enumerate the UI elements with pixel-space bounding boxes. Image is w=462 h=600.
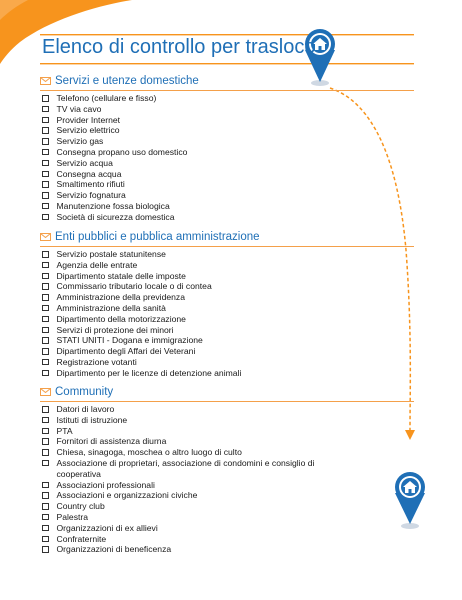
checklist-item-label: Dipartimento statale delle imposte — [56, 270, 186, 281]
checkbox[interactable] — [42, 214, 49, 221]
checklist-item[interactable] — [42, 292, 332, 303]
checkbox[interactable] — [42, 192, 49, 199]
route-arrowhead — [405, 430, 415, 440]
checklist-item[interactable] — [42, 447, 332, 458]
title-rule-bottom — [40, 63, 414, 64]
checklist-item-label: Consegna acqua — [56, 168, 122, 179]
checklist-item-label: Datori di lavoro — [56, 404, 115, 414]
checkbox[interactable] — [42, 203, 49, 210]
checklist-item-label: Amministrazione della previdenza — [56, 292, 185, 303]
checklist-item-label: STATI UNITI - Dogana e immigrazione — [56, 335, 203, 346]
checkbox[interactable] — [42, 370, 49, 377]
section-heading-public-agencies — [40, 231, 260, 243]
checkbox[interactable] — [42, 127, 49, 134]
checkbox[interactable] — [42, 359, 49, 366]
checklist-item-label: Organizzazioni di ex allievi — [56, 522, 158, 533]
checklist-item[interactable] — [42, 415, 332, 426]
checkbox[interactable] — [42, 294, 49, 301]
checklist-item-label: Smaltimento rifiuti — [56, 179, 125, 190]
checklist-item[interactable] — [42, 501, 332, 512]
checklist-item[interactable] — [42, 104, 332, 115]
checklist-item-label: Agenzia delle entrate — [56, 259, 138, 270]
dashed-route — [330, 88, 410, 430]
checklist-item-label: Associazione di proprietari, associazione di condomini e consiglio di cooperativa — [56, 457, 315, 479]
checklist-item[interactable] — [42, 125, 332, 136]
checklist-item[interactable] — [42, 426, 332, 437]
checkbox[interactable] — [42, 181, 49, 188]
checkbox[interactable] — [42, 283, 49, 290]
checklist-item[interactable] — [42, 436, 332, 447]
checkbox[interactable] — [42, 251, 49, 258]
checkbox[interactable] — [42, 95, 49, 102]
checkbox[interactable] — [42, 428, 49, 435]
checklist-item[interactable] — [42, 325, 332, 336]
checklist-item-label: Dipartimento degli Affari dei Veterani — [56, 346, 196, 357]
checklist-item-label: Servizio acqua — [56, 157, 113, 168]
checklist-item[interactable] — [42, 212, 332, 223]
home-pin-icon-bottom — [395, 472, 425, 529]
checklist-item[interactable] — [42, 335, 332, 346]
checkbox[interactable] — [42, 273, 49, 280]
checklist-item-label: Società di sicurezza domestica — [56, 211, 175, 222]
checkbox[interactable] — [42, 482, 49, 489]
checklist-item-label: Servizio gas — [56, 136, 104, 147]
section-rule — [40, 246, 414, 247]
checklist-item-label: Organizzazioni di beneficenza — [56, 544, 172, 555]
checklist-item-label: Servizi di protezione dei minori — [56, 324, 174, 335]
checkbox[interactable] — [42, 460, 49, 467]
checklist-item[interactable] — [42, 346, 332, 357]
checklist-item[interactable] — [42, 404, 332, 415]
checkbox[interactable] — [42, 417, 49, 424]
section-heading-utilities — [40, 75, 199, 87]
checklist-item[interactable] — [42, 314, 332, 325]
checkbox[interactable] — [42, 106, 49, 113]
checklist-item-label: Servizio postale statunitense — [56, 249, 166, 259]
checklist-item-label: PTA — [56, 425, 73, 436]
checkbox[interactable] — [42, 138, 49, 145]
section-rule — [40, 401, 414, 402]
envelope-icon — [40, 388, 51, 396]
checklist-item[interactable] — [42, 260, 332, 271]
checklist-item[interactable] — [42, 249, 332, 260]
checkbox[interactable] — [42, 546, 49, 553]
checkbox[interactable] — [42, 514, 49, 521]
checklist-item-label: Registrazione votanti — [56, 356, 137, 367]
checkbox[interactable] — [42, 492, 49, 499]
checklist-item-label: Istituti di istruzione — [56, 414, 128, 425]
checklist-utilities — [42, 93, 332, 223]
checklist-item[interactable] — [42, 458, 332, 480]
checklist-item-label: Manutenzione fossa biologica — [56, 200, 170, 211]
checklist-item[interactable] — [42, 368, 332, 379]
checklist-item[interactable] — [42, 179, 332, 190]
checklist-item[interactable] — [42, 271, 332, 282]
checklist-item-label: Servizio fognatura — [56, 190, 126, 201]
page-title: Elenco di controllo per trasloco — [42, 36, 316, 58]
checklist-item-label: Dipartimento della motorizzazione — [56, 313, 186, 324]
checklist-item-label: Commissario tributario locale o di contea — [56, 281, 212, 292]
checkbox[interactable] — [42, 305, 49, 312]
checkbox[interactable] — [42, 327, 49, 334]
checkbox[interactable] — [42, 262, 49, 269]
checklist-item[interactable] — [42, 490, 332, 501]
checkbox[interactable] — [42, 406, 49, 413]
checklist-item[interactable] — [42, 136, 332, 147]
checklist-item-label: Amministrazione della sanità — [56, 302, 166, 313]
checklist-item[interactable] — [42, 147, 332, 158]
checkbox[interactable] — [42, 149, 49, 156]
checkbox[interactable] — [42, 337, 49, 344]
checklist-item-label: Servizio elettrico — [56, 125, 120, 136]
section-heading-text: Enti pubblici e pubblica amministrazione — [55, 231, 260, 243]
checklist-item[interactable] — [42, 303, 332, 314]
checklist-item-label: Palestra — [56, 511, 89, 522]
checklist-item[interactable] — [42, 534, 332, 545]
checkbox[interactable] — [42, 348, 49, 355]
checklist-item-label: TV via cavo — [56, 103, 102, 114]
envelope-icon — [40, 233, 51, 241]
checklist-item[interactable] — [42, 523, 332, 534]
checklist-item-label: Dipartimento per le licenze di detenzione animali — [56, 367, 242, 378]
checkbox[interactable] — [42, 525, 49, 532]
checklist-item[interactable] — [42, 115, 332, 126]
checklist-public-agencies — [42, 249, 332, 379]
checklist-item[interactable] — [42, 158, 332, 169]
checklist-item[interactable] — [42, 190, 332, 201]
checklist-item-label: Country club — [56, 501, 105, 512]
checklist-item-label: Fornitori di assistenza diurna — [56, 436, 167, 447]
checklist-item[interactable] — [42, 201, 332, 212]
checkbox[interactable] — [42, 160, 49, 167]
section-heading-text: Community — [55, 386, 114, 398]
checkbox[interactable] — [42, 449, 49, 456]
checklist-item-label: Confraternite — [56, 533, 107, 544]
checklist-item[interactable] — [42, 169, 332, 180]
checklist-item[interactable] — [42, 544, 332, 555]
checkbox[interactable] — [42, 171, 49, 178]
checklist-item-label: Consegna propano uso domestico — [56, 146, 188, 157]
section-heading-text: Servizi e utenze domestiche — [55, 75, 199, 87]
checkbox[interactable] — [42, 316, 49, 323]
checkbox[interactable] — [42, 503, 49, 510]
checklist-item[interactable] — [42, 357, 332, 368]
checkbox[interactable] — [42, 117, 49, 124]
checklist-item[interactable] — [42, 93, 332, 104]
section-rule — [40, 90, 414, 91]
checklist-community — [42, 404, 332, 555]
checkbox[interactable] — [42, 438, 49, 445]
checklist-item[interactable] — [42, 480, 332, 491]
checklist-item-label: Associazioni e organizzazioni civiche — [56, 490, 198, 501]
checklist-item[interactable] — [42, 281, 332, 292]
checklist-item-label: Associazioni professionali — [56, 479, 155, 490]
checklist-item-label: Telefono (cellulare e fisso) — [56, 93, 157, 103]
checklist-item-label: Chiesa, sinagoga, moschea o altro luogo di culto — [56, 447, 242, 458]
checkbox[interactable] — [42, 536, 49, 543]
section-heading-community — [40, 386, 113, 398]
checklist-item[interactable] — [42, 512, 332, 523]
envelope-icon — [40, 77, 51, 85]
checklist-item-label: Provider Internet — [56, 114, 121, 125]
